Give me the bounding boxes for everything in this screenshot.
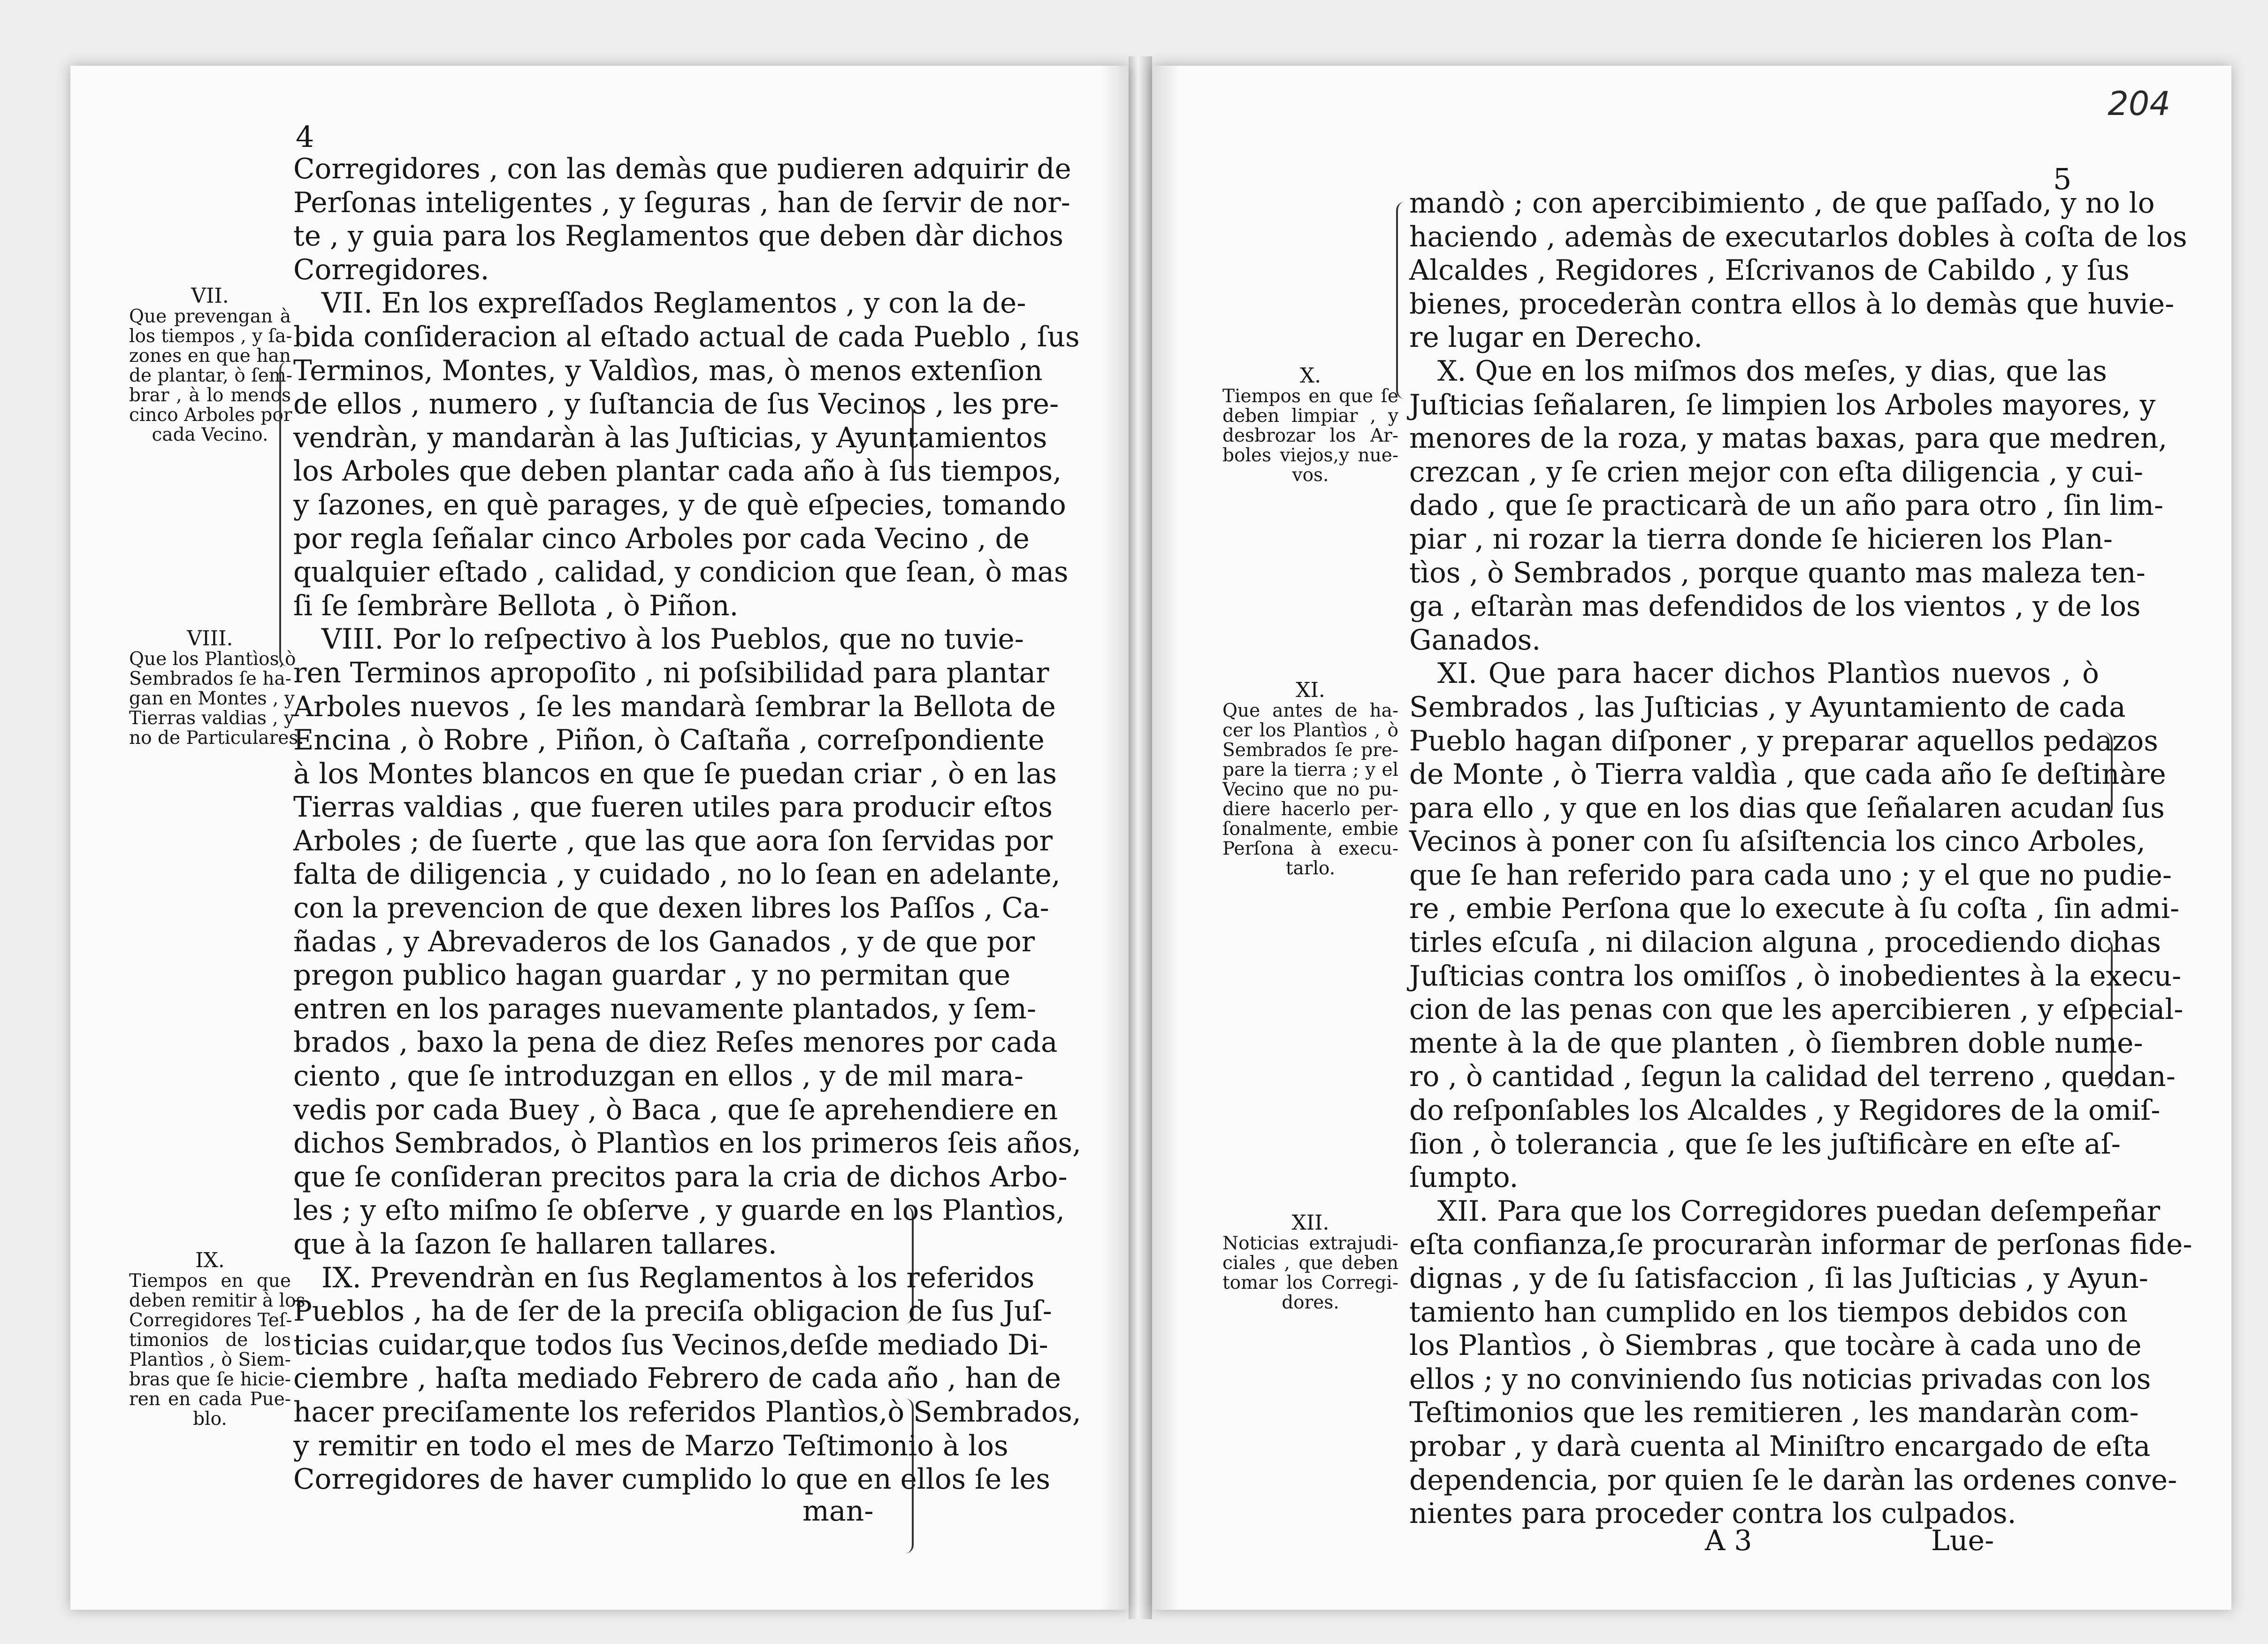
left-fold-shadow — [1100, 66, 1129, 1610]
text-line: Tierras valdias , que fueren utiles para producir eſtos — [293, 791, 1053, 824]
margin-note-line: Noticias extrajudi- — [1222, 1233, 1398, 1254]
text-line: brados , baxo la pena de diez Reſes menores por cada — [293, 1026, 1058, 1059]
left-body-text — [293, 153, 1081, 1497]
text-line: Alcaldes , Regidores , Eſcrivanos de Cabildo , y ſus — [1409, 254, 2130, 287]
text-line: ga , eſtaràn mas defendidos de los vientos , y de los — [1409, 590, 2141, 623]
text-line: con la prevencion de que dexen libres los Paſſos , Ca- — [293, 892, 1049, 925]
text-line: nientes para proceder contra los culpados. — [1409, 1498, 2016, 1530]
margin-note-line: pare la tierra ; y el — [1222, 759, 1398, 780]
text-line: Terminos, Montes, y Valdìos, mas, ò menos extenſion — [293, 354, 1043, 387]
text-line: de ellos , numero , y ſuſtancia de ſus Vecinos , les pre- — [293, 388, 1059, 421]
text-line: por regla ſeñalar cinco Arboles por cada Vecino , de — [293, 522, 1030, 555]
text-line: pregon publico hagan guardar , y no permitan que — [293, 959, 1011, 992]
right-page — [1152, 66, 2231, 1610]
margin-bracket — [1396, 202, 1406, 399]
text-line: X. Que en los miſmos dos meſes, y dias, que las — [1437, 355, 2107, 388]
margin-note-heading: VII. — [191, 284, 229, 308]
text-line: Ganados. — [1409, 624, 1541, 657]
text-line: à los Montes blancos en que ſe puedan criar , ò en las — [293, 757, 1057, 790]
text-line: ſi ſe ſembràre Bellota , ò Piñon. — [293, 589, 739, 622]
margin-note-line: ciales , que deben — [1222, 1253, 1398, 1274]
margin-note-line: cinco Arboles por — [129, 405, 292, 426]
margin-note-viii — [129, 627, 304, 749]
text-line: y remitir en todo el mes de Marzo Teſtimonio à los — [293, 1430, 1008, 1462]
text-line: los Plantìos , ò Siembras , que tocàre à cada uno de — [1409, 1330, 2142, 1362]
text-line: haciendo , ademàs de executarlos dobles à coſta de los — [1409, 221, 2187, 253]
text-line: dignas , y de ſu ſatisfaccion , ſi las Juſticias , y Ayun- — [1409, 1262, 2148, 1295]
margin-note-line: Que los Plantìos,ò — [129, 649, 296, 670]
text-line: Corregidores , con las demàs que pudieren adquirir de — [293, 153, 1071, 185]
margin-note-line: zones en que han — [129, 345, 291, 367]
text-line: XI. Que para hacer dichos Plantìos nuevos , ò — [1437, 658, 2099, 690]
text-line: ren Terminos apropoſito , ni poſsibilidad para plantar — [293, 657, 1049, 689]
margin-note-line: Plantìos , ò Siem- — [129, 1349, 291, 1370]
margin-note-line: blo. — [193, 1408, 227, 1430]
text-line: y ſazones, en què parages, y de què eſpecies, tomando — [293, 489, 1066, 521]
signature-mark: A 3 — [1705, 1524, 1752, 1557]
margin-note-line: ſonalmente, embie — [1222, 818, 1398, 840]
text-line: qualquier eſtado , calidad, y condicion que ſean, ò mas — [293, 556, 1069, 589]
margin-note-xi — [1222, 678, 1398, 879]
text-line: Perſonas inteligentes , y ſeguras , han de ſervir de nor- — [293, 186, 1070, 219]
text-line: vendràn, y mandaràn à las Juſticias, y Ayuntamientos — [293, 421, 1047, 454]
text-line: Corregidores de haver cumplido lo que en ellos ſe les — [293, 1463, 1051, 1496]
left-page — [70, 66, 1129, 1610]
text-line: les ; y eſto miſmo ſe obſerve , y guarde en los Plantìos, — [293, 1194, 1065, 1227]
left-catchword: man- — [802, 1495, 874, 1528]
text-line: re , embie Perſona que lo execute à ſu coſta , ſin admi- — [1409, 893, 2180, 925]
text-line: ciento , que ſe introduzgan en ellos , y de mil mara- — [293, 1060, 1023, 1093]
text-line: bienes, procederàn contra ellos à lo demàs que huvie- — [1409, 288, 2175, 321]
book-gutter — [1129, 56, 1152, 1619]
text-line: Juſticias ſeñalaren, ſe limpien los Arboles mayores, y — [1409, 389, 2156, 421]
margin-note-line: timonios de los — [129, 1330, 291, 1351]
right-catchword: Lue- — [1931, 1524, 1994, 1557]
left-page-number: 4 — [296, 120, 314, 154]
text-line: que à la ſazon ſe hallaren tallares. — [293, 1228, 777, 1261]
text-line: dichos Sembrados, ò Plantìos en los primeros ſeis años, — [293, 1127, 1081, 1160]
margin-note-line: tarlo. — [1285, 858, 1336, 879]
margin-note-line: brar , à lo menos — [129, 385, 291, 406]
margin-note-heading: XI. — [1296, 678, 1325, 702]
text-line: VII. En los expreſſados Reglamentos , y con la de- — [321, 287, 1026, 320]
text-line: eſta confianza,ſe procuraràn informar de perſonas fide- — [1409, 1229, 2192, 1262]
margin-note-heading: VIII. — [187, 627, 233, 650]
margin-note-line: Perſona à execu- — [1222, 838, 1398, 859]
text-line: Arboles ; de ſuerte , que las que aora ſon ſervidas por — [293, 825, 1053, 857]
text-line: probar , y darà cuenta al Miniſtro encargado de eſta — [1409, 1430, 2151, 1463]
margin-note-line: dores. — [1282, 1292, 1339, 1313]
text-line: Arboles nuevos , ſe les mandarà ſembrar la Bellota de — [293, 690, 1056, 723]
text-line: ſumpto. — [1409, 1162, 1519, 1194]
margin-note-line: bras que ſe hicie- — [129, 1369, 291, 1390]
text-line: Vecinos à poner con ſu aſsiſtencia los cinco Arboles, — [1409, 826, 2146, 858]
margin-note-vii — [129, 286, 291, 445]
text-line: ſion , ò tolerancia , que ſe les juſtificàre en eſte aſ- — [1409, 1128, 2121, 1161]
text-line: que ſe han referido para cada uno ; y el que no pudie- — [1409, 859, 2172, 892]
text-line: re lugar en Derecho. — [1409, 321, 1703, 354]
text-line: do reſponſables los Alcaldes , y Regidores de la omiſ- — [1409, 1094, 2161, 1127]
margin-note-x — [1222, 366, 1398, 485]
margin-note-line: Sembrados ſe pre- — [1222, 740, 1398, 761]
margin-note-line: deben limpiar , y — [1222, 405, 1398, 427]
margin-note-line: Sembrados ſe ha- — [129, 668, 291, 689]
text-line: falta de diligencia , y cuidado , no lo ſean en adelante, — [293, 858, 1061, 891]
text-line: Pueblo hagan diſponer , y preparar aquellos pedazos — [1409, 725, 2158, 757]
margin-note-line: deben remitir à los — [129, 1290, 305, 1311]
right-fold-shadow — [1152, 66, 1180, 1610]
text-line: ciembre , haſta mediado Febrero de cada año , han de — [293, 1362, 1061, 1395]
margin-note-line: Vecino que no pu- — [1222, 779, 1398, 800]
margin-note-heading: IX. — [195, 1248, 225, 1272]
margin-note-line: no de Particulares. — [129, 727, 304, 749]
text-line: ñadas , y Abrevaderos de los Ganados , y de que por — [293, 925, 1035, 958]
right-page-number: 5 — [2053, 162, 2072, 196]
text-line: que ſe conſideran precitos para la cria de dichos Arbo- — [293, 1161, 1068, 1193]
margin-note-line: diere hacerlo per- — [1222, 799, 1398, 820]
text-line: hacer preciſamente los referidos Plantìos,ò Sembrados, — [293, 1396, 1081, 1429]
margin-note-line: ren en cada Pue- — [129, 1389, 291, 1410]
text-line: dado , que ſe practicarà de un año para otro , ſin lim- — [1409, 489, 2164, 522]
text-line: ro , ò cantidad , ſegun la calidad del terreno , quedan- — [1409, 1061, 2176, 1093]
text-line: de Monte , ò Tierra valdìa , que cada año ſe deſtinàre — [1409, 758, 2166, 791]
margin-note-line: los tiempos , y ſa- — [129, 326, 292, 347]
margin-note-line: desbrozar los Ar- — [1222, 425, 1398, 446]
margin-note-line: cer los Plantìos , ò — [1222, 720, 1398, 741]
margin-note-xii — [1222, 1213, 1398, 1313]
margin-bracket — [279, 361, 290, 666]
margin-note-line: Tiempos en que — [129, 1270, 291, 1292]
text-line: mandò ; con apercibimiento , de que paſſado, y no lo — [1409, 187, 2155, 220]
handwritten-folio-number: 204 — [2108, 84, 2170, 123]
text-line: Corregidores. — [293, 253, 489, 286]
text-line: tìos , ò Sembrados , porque quanto mas maleza ten- — [1409, 557, 2146, 589]
text-line: IX. Prevendràn en ſus Reglamentos à los referidos — [321, 1262, 1035, 1294]
text-line: Pueblos , ha de ſer de la preciſa obligacion de ſus Juſ- — [293, 1295, 1052, 1328]
text-line: Juſticias contra los omiſſos , ò inobedientes à la execu- — [1409, 960, 2182, 993]
margin-note-line: de plantar, ò ſem- — [129, 365, 292, 386]
margin-note-line: cada Vecino. — [152, 424, 268, 445]
margin-note-line: Corregidores Teſ- — [129, 1310, 292, 1331]
text-line: dependencia, por quien ſe le daràn las ordenes conve- — [1409, 1464, 2177, 1497]
text-line: menores de la roza, y matas baxas, para que medren, — [1409, 422, 2168, 455]
text-line: Encina , ò Robre , Piñon, ò Caſtaña , correſpondiente — [293, 724, 1045, 757]
margin-note-line: Que prevengan à — [129, 306, 291, 327]
margin-note-heading: XII. — [1291, 1211, 1329, 1235]
margin-note-line: Tierras valdias , y — [129, 708, 295, 729]
text-line: Sembrados , las Juſticias , y Ayuntamiento de cada — [1409, 691, 2126, 724]
margin-note-ix — [129, 1248, 305, 1430]
text-line: vedis por cada Buey , ò Baca , que ſe aprehendiere en — [293, 1093, 1058, 1126]
text-line: bida conſideracion al eſtado actual de cada Pueblo , ſus — [293, 321, 1080, 353]
text-line: crezcan , y ſe crien mejor con eſta diligencia , y cui- — [1409, 456, 2143, 489]
text-line: para ello , y que en los dias que ſeñalaren acudan ſus — [1409, 792, 2165, 825]
right-body-text — [1409, 187, 2192, 1531]
margin-note-line: Que antes de ha- — [1222, 700, 1398, 721]
text-line: XII. Para que los Corregidores puedan deſempeñar — [1437, 1195, 2161, 1228]
text-line: los Arboles que deben plantar cada año à ſus tiempos, — [293, 455, 1062, 488]
margin-note-heading: X. — [1299, 364, 1321, 388]
text-line: ellos ; y no conviniendo ſus noticias privadas con los — [1409, 1363, 2151, 1396]
text-line: mente à la de que planten , ò ſiembren doble nume- — [1409, 1027, 2143, 1060]
margin-note-line: boles viejos,y nue- — [1222, 445, 1398, 466]
margin-note-line: gan en Montes , y — [129, 688, 295, 709]
text-line: tirles eſcuſa , ni dilacion alguna , procediendo dichas — [1409, 926, 2161, 959]
margin-note-line: vos. — [1292, 465, 1329, 486]
text-line: piar , ni rozar la tierra donde ſe hicieren los Plan- — [1409, 523, 2113, 556]
text-line: entren en los parages nuevamente plantados, y ſem- — [293, 993, 1037, 1025]
text-line: te , y guia para los Reglamentos que deben dàr dichos — [293, 220, 1064, 253]
text-line: cion de las penas con que les apercibieren , y eſpecial- — [1409, 994, 2184, 1026]
text-line: Teſtimonios que les remitieren , les mandaràn com- — [1409, 1397, 2139, 1430]
margin-note-line: Tiempos en que ſe — [1222, 386, 1398, 407]
text-line: ticias cuidar,que todos ſus Vecinos,deſde mediado Di- — [293, 1329, 1048, 1361]
text-line: VIII. Por lo reſpectivo à los Pueblos, que no tuvie- — [321, 623, 1024, 656]
text-line: tamiento han cumplido en los tiempos debidos con — [1409, 1296, 2128, 1329]
margin-note-line: tomar los Corregi- — [1222, 1272, 1398, 1293]
